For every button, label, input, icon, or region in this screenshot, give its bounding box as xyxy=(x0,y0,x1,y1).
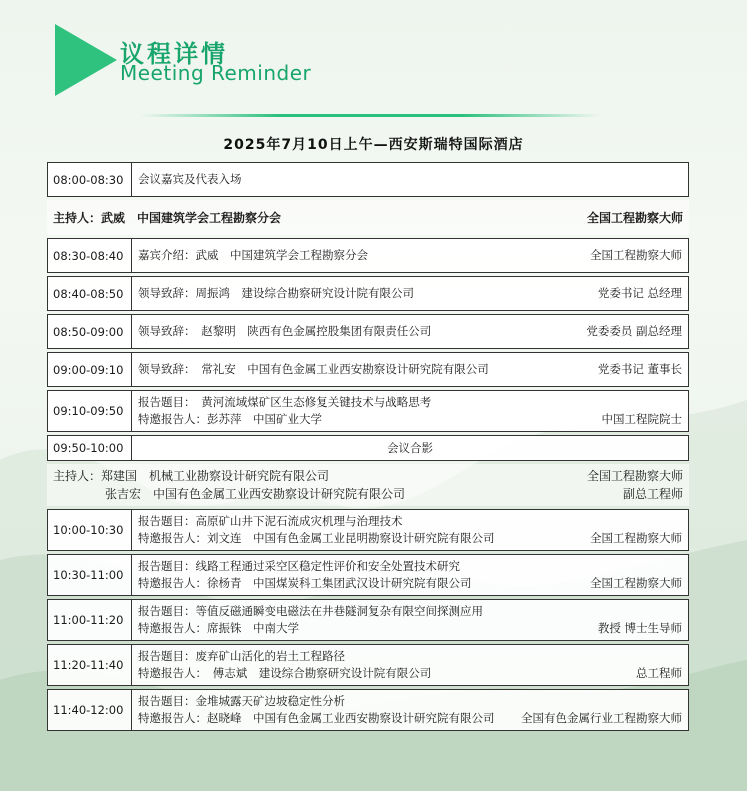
time-slot: 11:00-11:20 xyxy=(48,600,132,640)
time-slot: 08:50-09:00 xyxy=(48,315,132,348)
time-slot: 08:30-08:40 xyxy=(48,239,132,272)
session-text: 领导致辞：周振鸿 建设综合勘察研究设计院有限公司 xyxy=(138,286,414,300)
host-row xyxy=(47,200,689,235)
report-topic: 报告题目：废弃矿山活化的岩土工程路径 xyxy=(138,649,345,663)
agenda-row xyxy=(47,509,689,551)
report-topic: 报告题目：等值反磁通瞬变电磁法在井巷隧洞复杂有限空间探测应用 xyxy=(138,604,483,618)
host-name: 张吉宏 中国有色金属工业西安勘察设计研究院有限公司 xyxy=(105,487,406,501)
speaker: 特邀报告人：席振铢 中南大学 xyxy=(138,621,299,635)
session-text: 会议嘉宾及代表入场 xyxy=(138,172,242,186)
time-slot: 11:20-11:40 xyxy=(48,645,132,685)
date-venue-heading: 2025年7月10日上午—西安斯瑞特国际酒店 xyxy=(223,137,524,153)
page-title-english: Meeting Reminder xyxy=(120,61,312,85)
header xyxy=(0,0,747,153)
agenda-row xyxy=(47,352,689,387)
report-topic: 报告题目：金堆城露天矿边坡稳定性分析 xyxy=(138,694,345,708)
time-slot: 11:40-12:00 xyxy=(48,690,132,730)
host-name: 主持人：郑建国 机械工业勘察设计研究院有限公司 xyxy=(53,469,330,483)
speaker-title: 全国工程勘察大师 xyxy=(590,531,682,545)
report-topic: 报告题目：线路工程通过采空区稳定性评价和安全处置技术研究 xyxy=(138,559,460,573)
host-row xyxy=(47,464,689,506)
report-topic: 报告题目：高原矿山井下泥石流成灾机理与治理技术 xyxy=(138,514,403,528)
session-text: 嘉宾介绍：武威 中国建筑学会工程勘察分会 xyxy=(138,248,368,262)
agenda-row xyxy=(47,162,689,197)
header-divider xyxy=(140,114,600,117)
time-slot: 08:00-08:30 xyxy=(48,163,132,196)
agenda-row xyxy=(47,599,689,641)
speaker-title: 全国有色金属行业工程勘察大师 xyxy=(521,711,682,725)
agenda-row xyxy=(47,689,689,731)
speaker: 特邀报告人：刘文连 中国有色金属工业昆明勘察设计研究院有限公司 xyxy=(138,531,495,545)
host-title: 全国工程勘察大师 xyxy=(586,469,683,483)
time-slot: 09:10-09:50 xyxy=(48,391,132,431)
speaker-title: 教授 博士生导师 xyxy=(597,621,682,635)
time-slot: 10:00-10:30 xyxy=(48,510,132,550)
agenda-row xyxy=(47,276,689,311)
agenda-row xyxy=(47,390,689,432)
speaker-title: 党委书记 董事长 xyxy=(597,362,682,376)
play-triangle-icon xyxy=(55,24,117,96)
host-title: 副总工程师 xyxy=(622,487,683,501)
speaker: 特邀报告人： 傅志斌 建设综合勘察研究设计院有限公司 xyxy=(138,666,432,680)
agenda-row xyxy=(47,644,689,686)
host-title: 全国工程勘察大师 xyxy=(586,210,683,225)
time-slot: 10:30-11:00 xyxy=(48,555,132,595)
time-slot: 09:50-10:00 xyxy=(48,436,132,460)
agenda-row xyxy=(47,435,689,461)
speaker: 特邀报告人：赵晓峰 中国有色金属工业西安勘察设计研究院有限公司 xyxy=(138,711,495,725)
speaker-title: 总工程师 xyxy=(636,666,682,680)
report-topic: 报告题目： 黄河流域煤矿区生态修复关键技术与战略思考 xyxy=(138,395,432,409)
time-slot: 08:40-08:50 xyxy=(48,277,132,310)
speaker-title: 党委委员 副总经理 xyxy=(586,324,682,338)
time-slot: 09:00-09:10 xyxy=(48,353,132,386)
host-name: 主持人：武威 中国建筑学会工程勘察分会 xyxy=(53,210,282,225)
agenda-row xyxy=(47,554,689,596)
speaker-title: 中国工程院院士 xyxy=(601,412,682,426)
speaker-title: 全国工程勘察大师 xyxy=(590,248,682,262)
session-text: 会议合影 xyxy=(387,441,433,455)
session-text: 领导致辞： 常礼安 中国有色金属工业西安勘察设计研究院有限公司 xyxy=(138,362,489,376)
agenda-row xyxy=(47,314,689,349)
agenda-row xyxy=(47,238,689,273)
speaker-title: 全国工程勘察大师 xyxy=(590,576,682,590)
page-title: 议程详情 xyxy=(120,40,228,68)
speaker-title: 党委书记 总经理 xyxy=(597,286,682,300)
speaker: 特邀报告人：徐杨青 中国煤炭科工集团武汉设计研究院有限公司 xyxy=(138,576,472,590)
speaker: 特邀报告人：彭苏萍 中国矿业大学 xyxy=(138,412,322,426)
agenda-table xyxy=(47,162,689,734)
session-text: 领导致辞： 赵黎明 陕西有色金属控股集团有限责任公司 xyxy=(138,324,432,338)
